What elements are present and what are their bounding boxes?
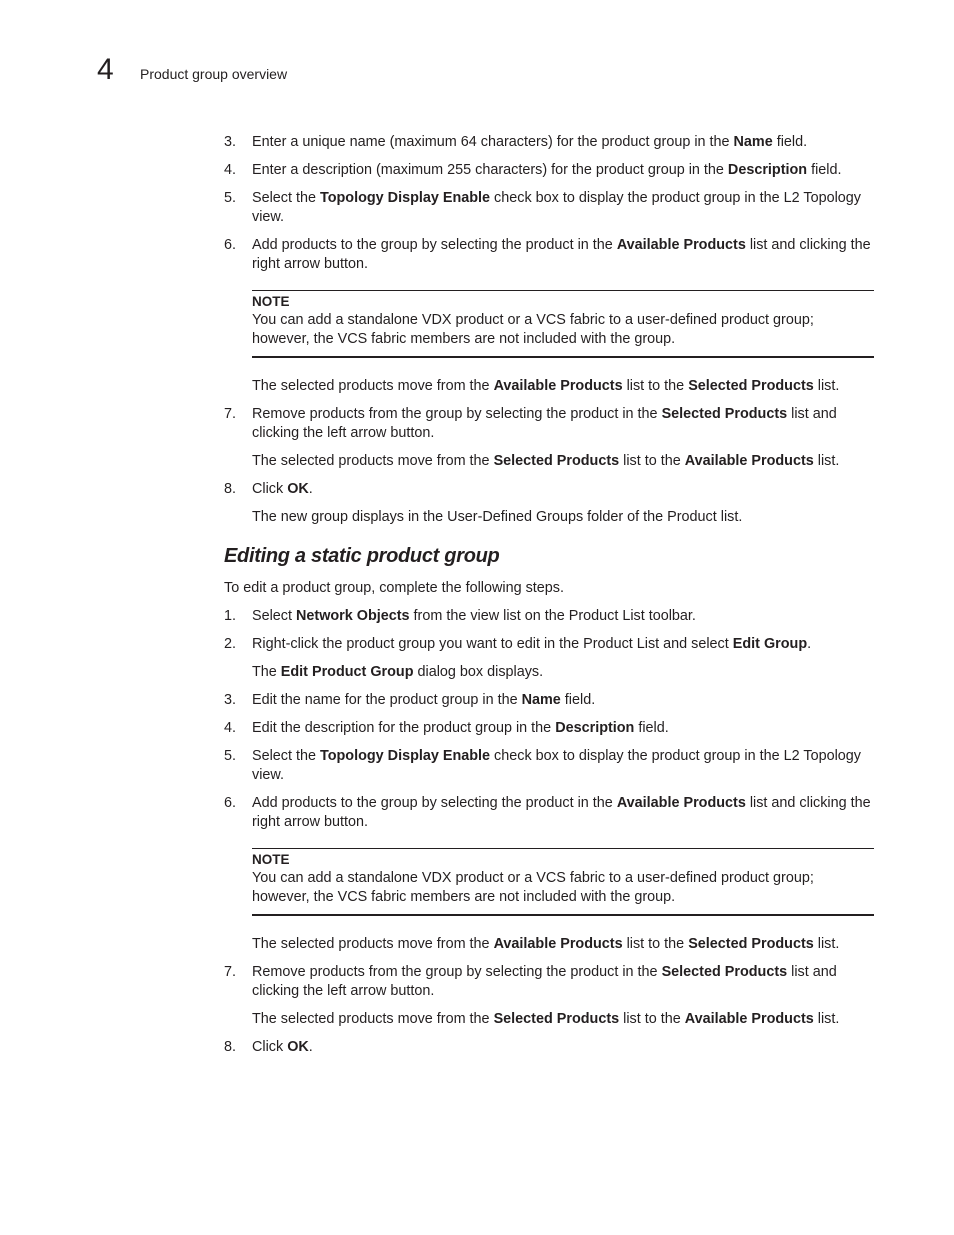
- step-item: [224, 189, 874, 227]
- text-run: dialog box displays.: [413, 664, 544, 680]
- step-item: [224, 719, 874, 738]
- text-run: .: [308, 481, 313, 497]
- text-run: Edit the name for the product group in the: [252, 692, 522, 708]
- step-number: 3.: [224, 692, 237, 708]
- text-run: field.: [807, 162, 842, 178]
- ui-term: Description: [727, 162, 808, 178]
- ui-term: Available Products: [684, 453, 814, 469]
- ui-term: Selected Products: [688, 378, 814, 394]
- step-number: 5.: [224, 190, 237, 206]
- text-run: Click: [252, 1039, 288, 1055]
- text-run: The selected products move from the: [252, 453, 494, 469]
- ui-term: Selected Products: [493, 1011, 620, 1027]
- text-run: field.: [772, 134, 808, 150]
- note-text: You can add a standalone VDX product or a VCS fabric to a user-defined product group; however, the VCS fabric members are not included with the group.: [252, 870, 814, 905]
- step-item: [224, 405, 874, 443]
- step-item: [224, 236, 874, 274]
- step-text: [252, 405, 874, 443]
- step-number: 5.: [224, 748, 237, 764]
- ui-term: Topology Display Enable: [320, 190, 491, 206]
- step-number: 3.: [224, 134, 237, 150]
- note-text: You can add a standalone VDX product or a VCS fabric to a user-defined product group; however, the VCS fabric members are not included with the group.: [252, 312, 814, 347]
- step-item: [224, 691, 874, 710]
- text-run: Enter a unique name (maximum 64 characters) for the product group in the: [252, 134, 734, 150]
- step-number: 8.: [224, 1039, 237, 1055]
- step-number: 7.: [224, 406, 237, 422]
- ui-term: Topology Display Enable: [320, 748, 491, 764]
- note-box: [252, 848, 874, 916]
- text-run: Select: [252, 608, 296, 624]
- text-run: The selected products move from the: [252, 936, 494, 952]
- ui-term: Name: [733, 134, 773, 150]
- text-run: list to the: [622, 378, 689, 394]
- step-text: [252, 189, 874, 227]
- text-run: Remove products from the group by selecting the product in the: [252, 964, 662, 980]
- text-run: Click: [252, 481, 288, 497]
- text-run: list to the: [619, 453, 685, 469]
- text-run: check box to display the product group in the L2 Topology view.: [252, 748, 861, 783]
- text-run: list.: [813, 936, 840, 952]
- ui-term: Selected Products: [661, 964, 788, 980]
- ui-term: Name: [521, 692, 561, 708]
- step-text: [252, 719, 874, 738]
- note-box: [252, 290, 874, 358]
- text-run: .: [308, 1039, 313, 1055]
- step-result: [252, 508, 874, 527]
- step-number: 4.: [224, 162, 237, 178]
- text-run: from the view list on the Product List toolbar.: [409, 608, 696, 624]
- ui-term: Edit Group: [732, 636, 808, 652]
- step-item: [224, 635, 874, 654]
- step-item: [224, 747, 874, 785]
- text-run: list and clicking the right arrow button.: [252, 795, 871, 830]
- step-text: [252, 607, 874, 626]
- step-number: 7.: [224, 964, 237, 980]
- ui-term: Available Products: [684, 1011, 814, 1027]
- text-run: list.: [813, 378, 840, 394]
- step-number: 6.: [224, 237, 237, 253]
- step-text: [252, 161, 874, 180]
- text-run: .: [807, 636, 812, 652]
- text-run: The new group displays in the User-Defined Groups folder of the Product list.: [252, 509, 743, 525]
- ui-term: OK: [287, 1039, 309, 1055]
- text-run: Select the: [252, 748, 320, 764]
- text-run: field.: [560, 692, 596, 708]
- steps-list-create: [224, 133, 874, 274]
- ui-term: Available Products: [493, 936, 623, 952]
- text-run: list to the: [622, 936, 689, 952]
- chapter-number: 4: [97, 53, 114, 86]
- step-text: [252, 480, 874, 499]
- running-title: Product group overview: [140, 66, 288, 82]
- step-number: 4.: [224, 720, 237, 736]
- text-run: Remove products from the group by selecting the product in the: [252, 406, 662, 422]
- ui-term: Description: [555, 720, 635, 736]
- step-text: [252, 635, 874, 654]
- section-intro: [224, 579, 874, 598]
- step-item: [224, 133, 874, 152]
- text-run: list.: [813, 453, 840, 469]
- step-number: 8.: [224, 481, 237, 497]
- step-text: [252, 747, 874, 785]
- ui-term: Selected Products: [688, 936, 814, 952]
- step-text: [252, 691, 874, 710]
- note-label: NOTE: [252, 852, 290, 867]
- step-number: 2.: [224, 636, 237, 652]
- step-result: [252, 452, 874, 471]
- note-label: NOTE: [252, 294, 290, 309]
- text-run: To edit a product group, complete the following steps.: [224, 580, 564, 596]
- text-run: Add products to the group by selecting the product in the: [252, 237, 617, 253]
- steps-list-edit: [224, 691, 874, 832]
- step-result: [252, 377, 874, 396]
- ui-term: OK: [287, 481, 309, 497]
- text-run: field.: [634, 720, 669, 736]
- step-number: 1.: [224, 608, 237, 624]
- ui-term: Available Products: [616, 795, 746, 811]
- text-run: Enter a description (maximum 255 characters) for the product group in the: [252, 162, 728, 178]
- page-content: [224, 133, 874, 1066]
- text-run: list.: [813, 1011, 840, 1027]
- text-run: The: [252, 664, 281, 680]
- step-result: [252, 1010, 874, 1029]
- step-text: [252, 133, 874, 152]
- text-run: Select the: [252, 190, 320, 206]
- ui-term: Available Products: [493, 378, 623, 394]
- step-item: [224, 480, 874, 499]
- step-item: [224, 161, 874, 180]
- ui-term: Network Objects: [296, 608, 410, 624]
- ui-term: Selected Products: [661, 406, 788, 422]
- text-run: list and clicking the left arrow button.: [252, 964, 837, 999]
- text-run: Right-click the product group you want to edit in the Product List and select: [252, 636, 733, 652]
- step-number: 6.: [224, 795, 237, 811]
- ui-term: Selected Products: [493, 453, 620, 469]
- step-item: [224, 794, 874, 832]
- step-result: [252, 663, 874, 682]
- ui-term: Edit Product Group: [280, 664, 414, 680]
- section-title: Editing a static product group: [224, 545, 500, 567]
- text-run: Edit the description for the product group in the: [252, 720, 556, 736]
- text-run: list to the: [619, 1011, 685, 1027]
- step-item: [224, 607, 874, 626]
- text-run: check box to display the product group in the L2 Topology view.: [252, 190, 861, 225]
- step-text: [252, 1038, 874, 1057]
- step-text: [252, 236, 874, 274]
- ui-term: Available Products: [616, 237, 746, 253]
- step-item: [224, 1038, 874, 1057]
- text-run: list and clicking the left arrow button.: [252, 406, 837, 441]
- step-item: [224, 963, 874, 1001]
- text-run: The selected products move from the: [252, 378, 494, 394]
- step-text: [252, 963, 874, 1001]
- step-result: [252, 935, 874, 954]
- text-run: list and clicking the right arrow button.: [252, 237, 871, 272]
- text-run: The selected products move from the: [252, 1011, 494, 1027]
- text-run: Add products to the group by selecting the product in the: [252, 795, 617, 811]
- step-text: [252, 794, 874, 832]
